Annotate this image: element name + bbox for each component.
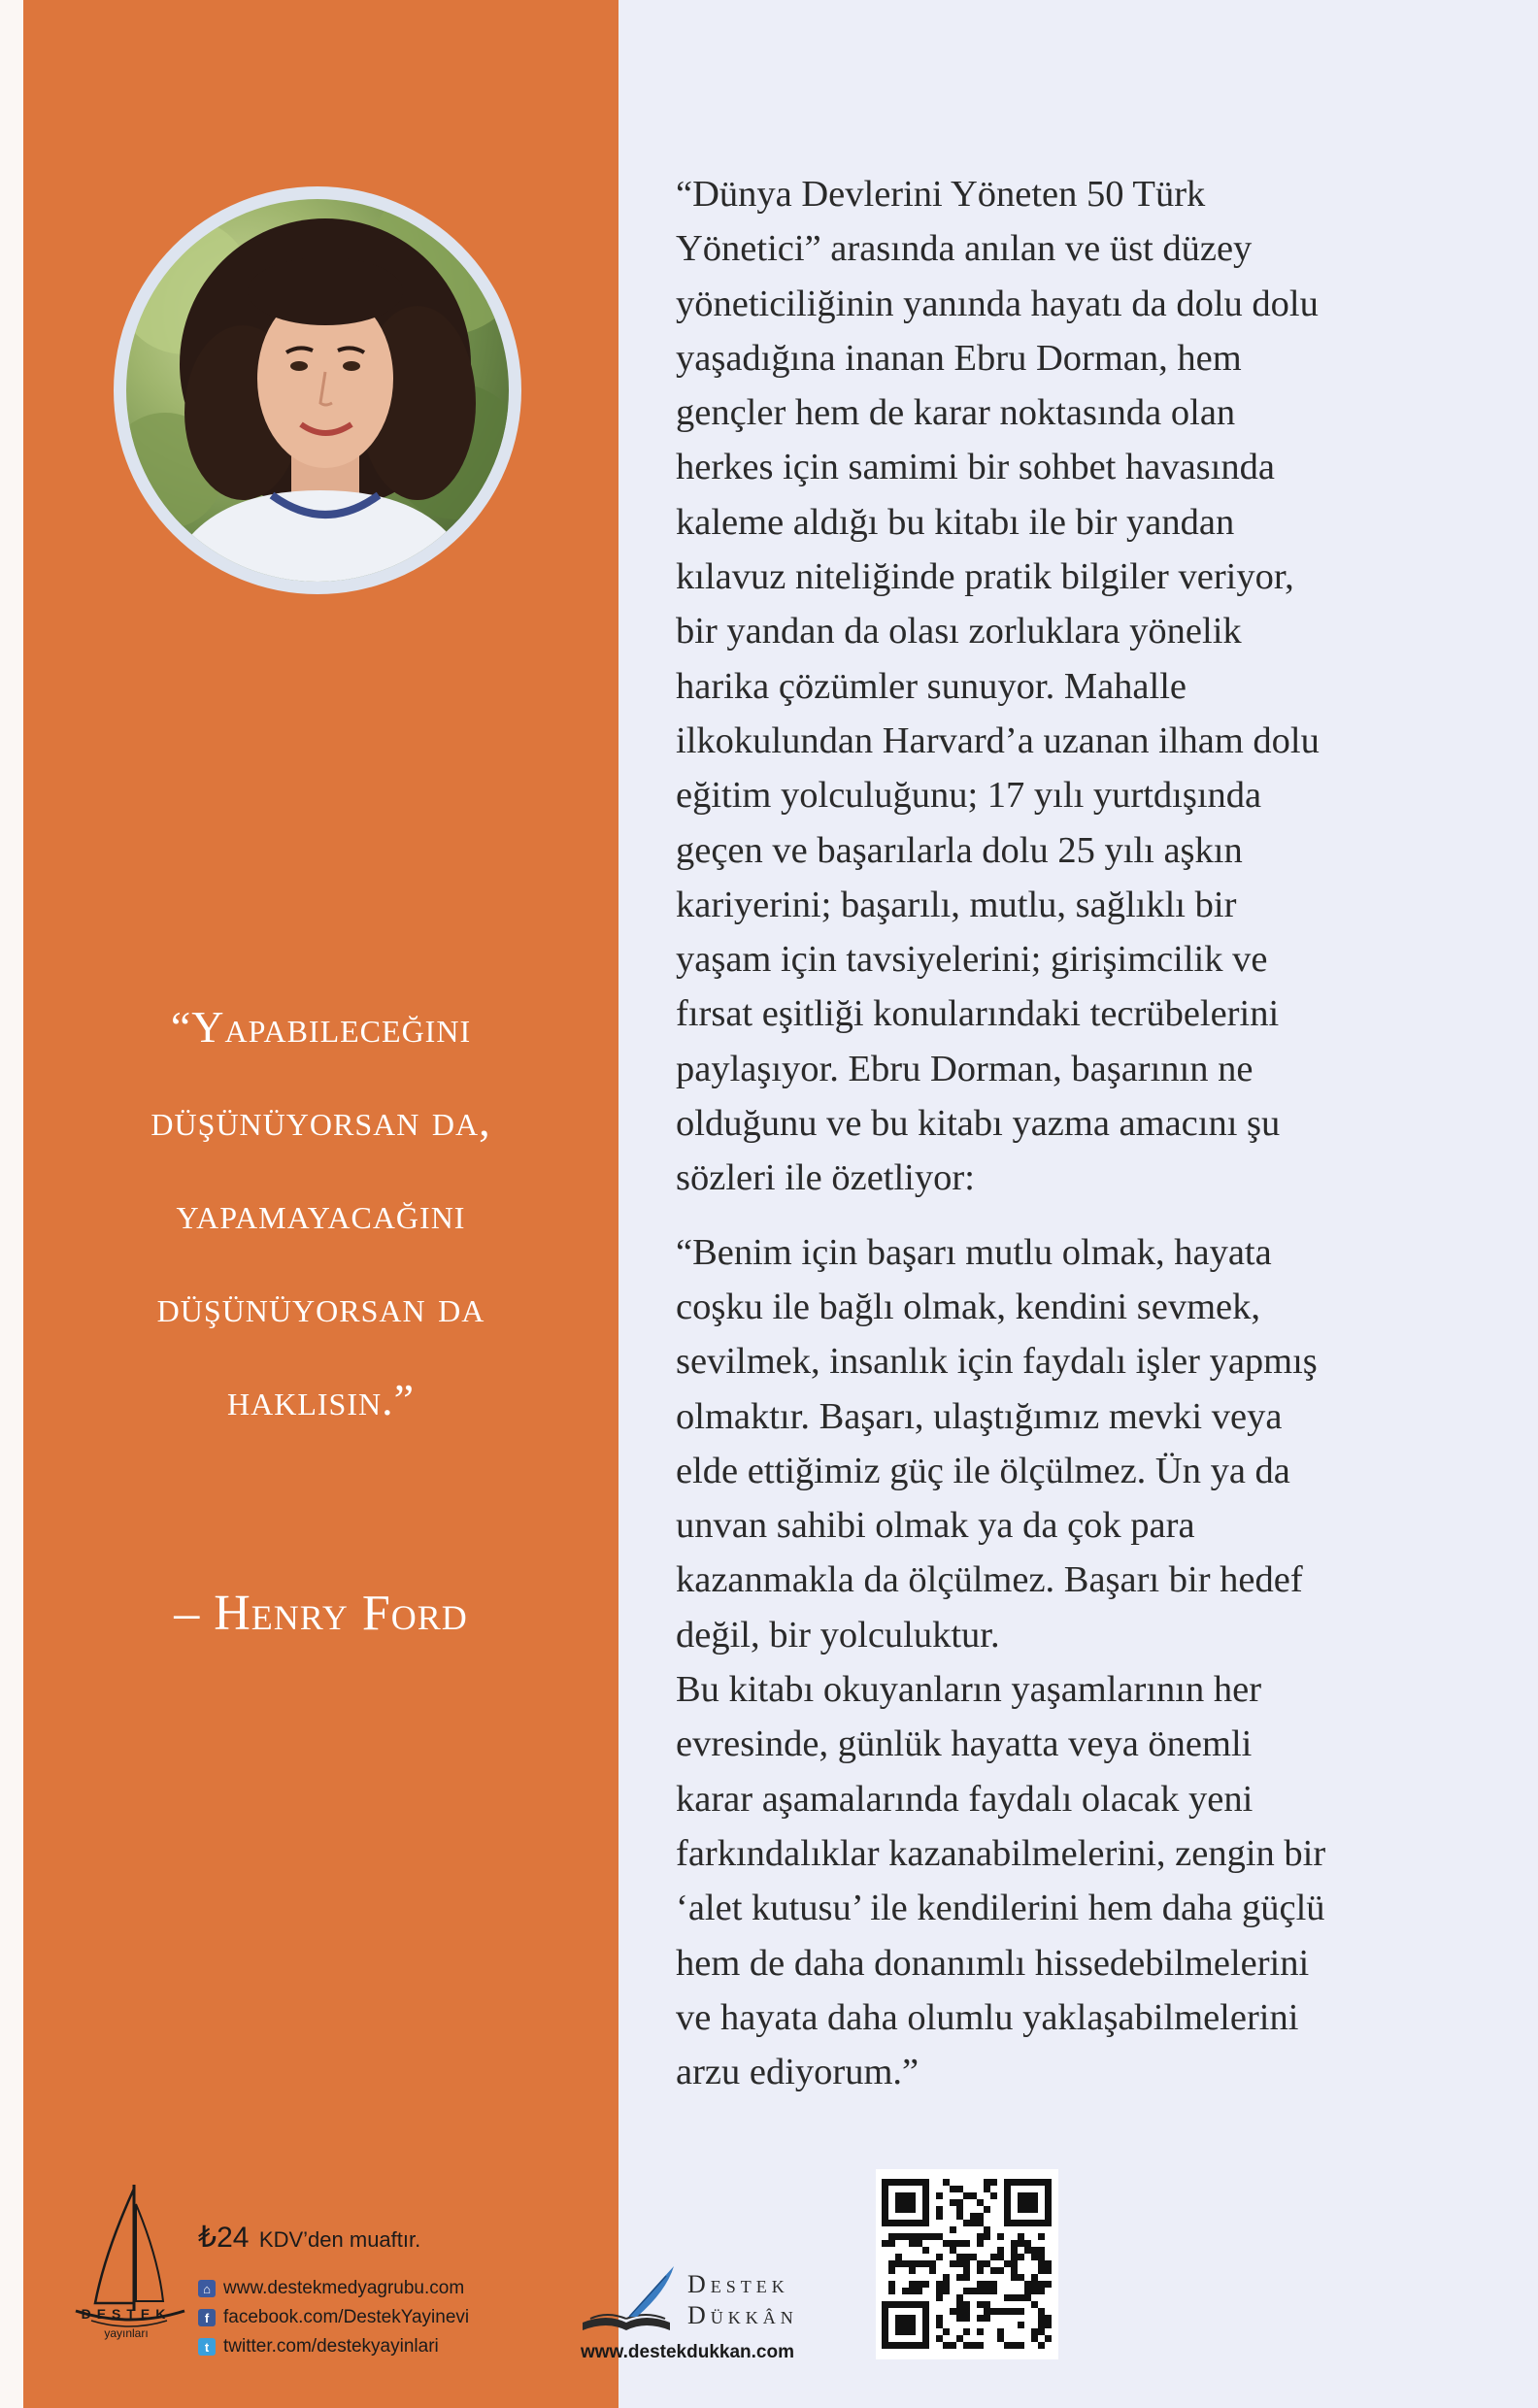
- text-line: kılavuz niteliğinde pratik bilgiler veriyor,: [676, 556, 1294, 598]
- twitter-link[interactable]: twitter.com/destekyayinlari: [223, 2336, 439, 2357]
- text-line: kariyerini; başarılı, mutlu, sağlıklı bir: [676, 884, 1237, 925]
- price-note: KDV’den muaftır.: [258, 2227, 421, 2252]
- text-line: yaşam için tavsiyelerini; girişimcilik ve: [676, 939, 1268, 981]
- contact-links: [198, 2274, 469, 2361]
- author-portrait-illustration: [126, 199, 509, 582]
- facebook-row: [198, 2303, 469, 2332]
- text-line: herkes için samimi bir sohbet havasında: [676, 447, 1275, 488]
- text-line: eğitim yolculuğunu; 17 yılı yurtdışında: [676, 775, 1262, 817]
- text-line: Yönetici” arasında anılan ve üst düzey: [676, 228, 1253, 270]
- sailboat-icon: [66, 2175, 192, 2369]
- destek-logo-sub: yayınları: [104, 2326, 149, 2340]
- author-photo: [126, 199, 509, 582]
- text-line: coşku ile bağlı olmak, kendini sevmek,: [676, 1286, 1260, 1327]
- text-line: arzu ediyorum.”: [676, 2052, 919, 2093]
- text-line: bir yandan da olası zorluklara yönelik: [676, 611, 1242, 652]
- text-line: ilkokulundan Harvard’a uzanan ilham dolu: [676, 719, 1320, 761]
- quote-block: [23, 981, 619, 1447]
- text-line: yöneticiliğinin yanında hayatı da dolu dolu: [676, 283, 1319, 324]
- quote-line: “Yapabileceğini: [170, 1002, 472, 1052]
- text-line: olmaktır. Başarı, ulaştığımız mevki veya: [676, 1395, 1283, 1437]
- text-line: evresinde, günlük hayatta veya önemli: [676, 1723, 1253, 1765]
- text-line: sevilmek, insanlık için faydalı işler yapmış: [676, 1341, 1318, 1383]
- paragraph-gap: [676, 1206, 1482, 1225]
- twitter-row: [198, 2332, 469, 2361]
- blurb-text: [676, 167, 1482, 2099]
- text-line: olduğunu ve bu kitabı yazma amacını şu: [676, 1103, 1281, 1145]
- destek-dukkan-logo: [573, 2262, 825, 2369]
- text-line: gençler hem de karar noktasında olan: [676, 392, 1236, 434]
- text-line: harika çözümler sunuyor. Mahalle: [676, 665, 1187, 707]
- text-line: kazanmakla da ölçülmez. Başarı bir hedef: [676, 1559, 1303, 1601]
- quote-line: haklısın.”: [226, 1375, 415, 1424]
- price-amount: ₺24: [198, 2222, 250, 2254]
- blurb-paragraph-1: [676, 167, 1482, 1206]
- text-line: sözleri ile özetliyor:: [676, 1157, 975, 1199]
- destek-logo-word: DESTEK: [81, 2306, 172, 2322]
- quote-line: düşünüyorsan da,: [150, 1095, 491, 1145]
- text-line: kaleme aldığı bu kitabı ile bir yandan: [676, 501, 1235, 543]
- text-line: ve hayata daha olumlu yaklaşabilmelerini: [676, 1996, 1299, 2038]
- quote-line: yapamayacağını: [176, 1188, 466, 1238]
- facebook-icon: f: [198, 2309, 216, 2326]
- text-line: farkındalıklar kazanabilmelerini, zengin bir: [676, 1832, 1326, 1874]
- quote-line: düşünüyorsan da: [156, 1282, 485, 1331]
- dukkan-word-1: Destek: [687, 2270, 789, 2298]
- destek-sailboat-logo: [66, 2175, 192, 2369]
- book-quill-icon: [573, 2262, 680, 2340]
- website-row: [198, 2274, 469, 2303]
- website-link[interactable]: www.destekmedyagrubu.com: [223, 2278, 465, 2298]
- text-line: karar aşamalarında faydalı olacak yeni: [676, 1778, 1254, 1820]
- text-line: paylaşıyor. Ebru Dorman, başarının ne: [676, 1048, 1254, 1089]
- twitter-icon: t: [198, 2338, 216, 2356]
- blurb-paragraph-2: [676, 1225, 1482, 2100]
- qr-code-graphic: [876, 2169, 1058, 2359]
- text-line: “Benim için başarı mutlu olmak, hayata: [676, 1231, 1272, 1273]
- text-line: ‘alet kutusu’ ile kendilerini hem daha güçlü: [676, 1888, 1325, 1929]
- text-line: unvan sahibi olmak ya da çok para: [676, 1505, 1195, 1547]
- text-line: elde ettiğimiz güç ile ölçülmez. Ün ya da: [676, 1450, 1290, 1491]
- text-line: hem de daha donanımlı hissedebilmelerini: [676, 1942, 1310, 1984]
- qr-code[interactable]: [876, 2169, 1058, 2359]
- text-line: değil, bir yolculuktur.: [676, 1614, 1000, 1656]
- text-line: Bu kitabı okuyanların yaşamlarının her: [676, 1669, 1262, 1711]
- home-icon: ⌂: [198, 2280, 216, 2297]
- facebook-link[interactable]: facebook.com/DestekYayinevi: [223, 2307, 470, 2327]
- price-line: [198, 2221, 420, 2255]
- text-line: yaşadığına inanan Ebru Dorman, hem: [676, 337, 1242, 379]
- quote-attribution: – Henry Ford: [174, 1586, 468, 1641]
- text-line: fırsat eşitliği konularındaki tecrübelerini: [676, 993, 1280, 1035]
- text-line: geçen ve başarılarla dolu 25 yılı aşkın: [676, 829, 1243, 871]
- dukkan-word-2: Dükkân: [687, 2301, 798, 2329]
- text-line: “Dünya Devlerini Yöneten 50 Türk: [676, 174, 1206, 215]
- dukkan-url[interactable]: www.destekdukkan.com: [581, 2342, 794, 2362]
